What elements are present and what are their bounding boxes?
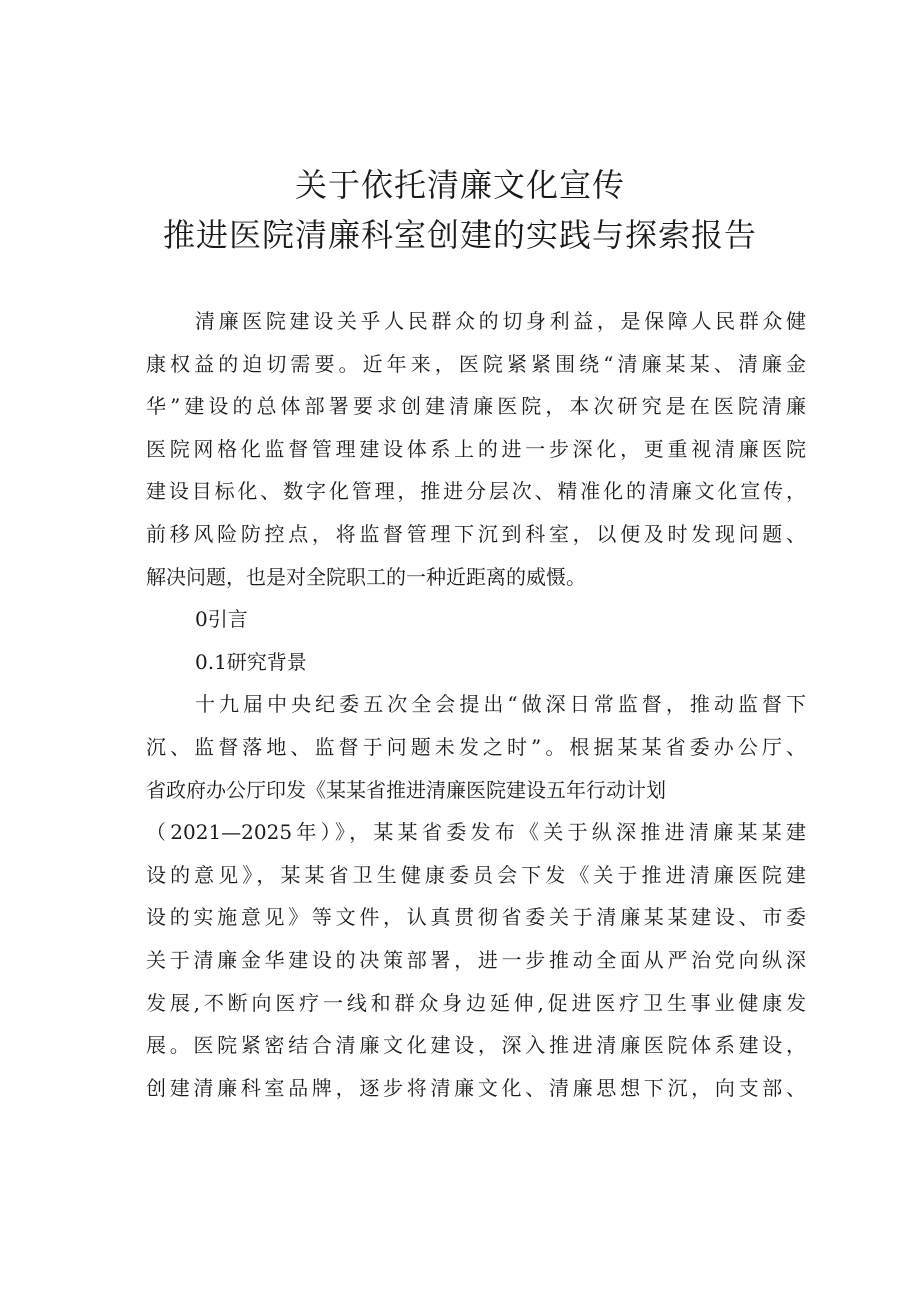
- document-body: [146, 300, 806, 1109]
- paragraph-line: 医院网格化监督管理建设体系上的进一步深化，更重视清廉医院: [146, 436, 806, 461]
- paragraph-line: 发展,不断向医疗一线和群众身边延伸,促进医疗卫生事业健康发: [146, 990, 806, 1015]
- paragraph-line: 沉、监督落地、监督于问题未发之时”。根据某某省委办公厅、: [146, 734, 806, 759]
- paragraph-line: 康权益的迫切需要。近年来，医院紧紧围绕“清廉某某、清廉金: [146, 351, 806, 376]
- paragraph-line: 华”建设的总体部署要求创建清廉医院，本次研究是在医院清廉: [146, 394, 806, 419]
- paragraph-line: 解决问题，也是对全院职工的一种近距离的威慑。: [146, 564, 586, 589]
- document-title: [0, 160, 920, 260]
- paragraph-line: 展。医院紧密结合清廉文化建设，深入推进清廉医院体系建设，: [146, 1033, 806, 1058]
- paragraph-line: 省政府办公厅印发《某某省推进清廉医院建设五年行动计划: [146, 777, 666, 802]
- section-heading: 0引言: [195, 607, 248, 632]
- title-line-2: 推进医院清廉科室创建的实践与探索报告: [162, 216, 757, 254]
- paragraph-line: 设的实施意见》等文件，认真贯彻省委关于清廉某某建设、市委: [146, 905, 806, 930]
- title-line-1: 关于依托清廉文化宣传: [294, 166, 625, 204]
- paragraph-line: （2021—2025年）》，某某省委发布《关于纵深推进清廉某某建: [146, 820, 806, 845]
- subsection-heading: 0.1研究背景: [195, 649, 307, 674]
- paragraph-line: 设的意见》，某某省卫生健康委员会下发《关于推进清廉医院建: [146, 862, 806, 887]
- paragraph-line: 清廉医院建设关乎人民群众的切身利益，是保障人民群众健: [195, 309, 806, 333]
- paragraph-line: 前移风险防控点，将监督管理下沉到科室，以便及时发现问题、: [146, 521, 806, 546]
- paragraph-line: 关于清廉金华建设的决策部署，进一步推动全面从严治党向纵深: [146, 947, 806, 972]
- paragraph-line: 建设目标化、数字化管理，推进分层次、精准化的清廉文化宣传，: [146, 479, 806, 504]
- paragraph-line: 十九届中央纪委五次全会提出“做深日常监督，推动监督下: [195, 692, 806, 717]
- paragraph-line: 创建清廉科室品牌，逐步将清廉文化、清廉思想下沉，向支部、: [146, 1075, 806, 1100]
